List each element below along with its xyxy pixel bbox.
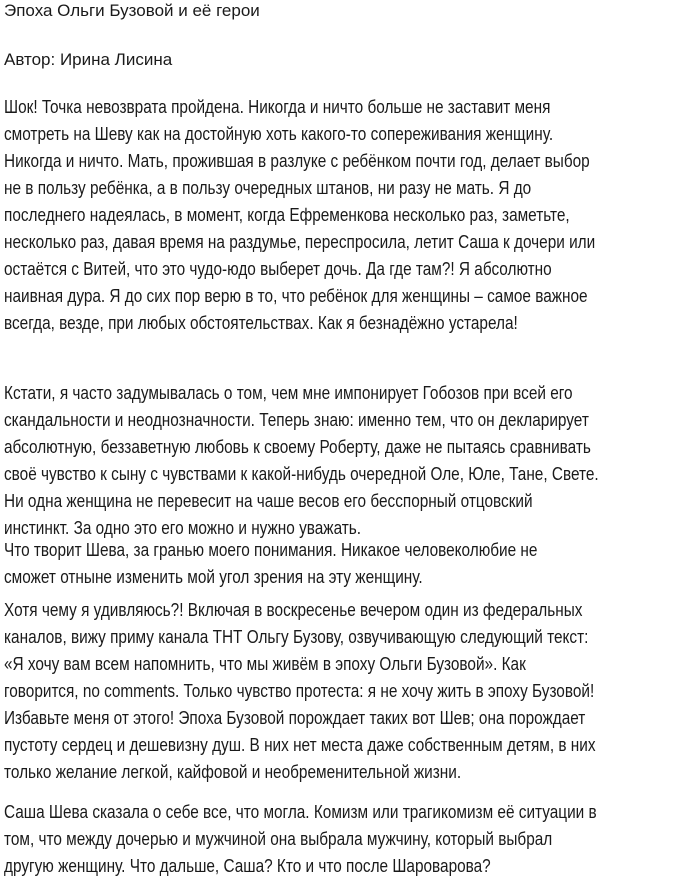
text-line: Никогда и ничто. Мать, прожившая в разлуке с ребёнком почти год, делает выбор [4, 150, 590, 171]
text-line: наивная дура. Я до сих пор верю в то, что ребёнок для женщины – самое важное [4, 285, 588, 306]
text-line: остаётся с Витей, что это чудо-юдо выберет дочь. Да где там?! Я абсолютно [4, 258, 552, 279]
text-line: Саша Шева сказала о себе все, что могла. Комизм или трагикомизм её ситуации в [4, 801, 597, 822]
article-title: Эпоха Ольги Бузовой и её герои [4, 1, 260, 20]
text-line: говорится, no comments. Только чувство протеста: я не хочу жить в эпоху Бузовой! [4, 680, 595, 701]
paragraph-4 [4, 596, 699, 785]
paragraph-3 [4, 536, 699, 590]
text-line: инстинкт. За одно это его можно и нужно уважать. [4, 517, 362, 538]
text-line: всегда, везде, при любых обстоятельствах. Как я безнадёжно устарела! [4, 312, 518, 333]
text-line: не в пользу ребёнка, а в пользу очередных штанов, ни разу не мать. Я до [4, 177, 532, 198]
paragraph-5 [4, 798, 699, 879]
text-line: только желание легкой, кайфовой и необременительной жизни. [4, 761, 462, 782]
article-author: Автор: Ирина Лисина [4, 50, 173, 69]
text-line: Шок! Точка невозврата пройдена. Никогда и ничто больше не заставит меня [4, 96, 551, 117]
paragraph-1 [4, 93, 699, 336]
text-line: Избавьте меня от этого! Эпоха Бузовой порождает таких вот Шев; она порождает [4, 707, 586, 728]
text-line: том, что между дочерью и мужчиной она выбрала мужчину, который выбрал [4, 828, 553, 849]
text-line: скандальности и неоднозначности. Теперь знаю: именно тем, что он декларирует [4, 409, 589, 430]
text-line: каналов, вижу приму канала ТНТ Ольгу Бузову, озвучивающую следующий текст: [4, 626, 589, 647]
text-line: пустоту сердец и дешевизну душ. В них нет места даже собственным детям, в них [4, 734, 596, 755]
text-line: «Я хочу вам всем напомнить, что мы живём в эпоху Ольги Бузовой». Как [4, 653, 526, 674]
text-line: Ни одна женщина не перевесит на чаше весов его бесспорный отцовский [4, 490, 533, 511]
text-line: Хотя чему я удивляюсь?! Включая в воскресенье вечером один из федеральных [4, 599, 583, 620]
text-line: своё чувство к сыну с чувствами к какой-нибудь очередной Оле, Юле, Тане, Свете. [4, 463, 599, 484]
text-line: Что творит Шева, за гранью моего понимания. Никакое человеколюбие не [4, 539, 538, 560]
text-line: несколько раз, давая время на раздумье, переспросила, летит Саша к дочери или [4, 231, 596, 252]
text-line: сможет отныне изменить мой угол зрения на эту женщину. [4, 566, 423, 587]
paragraph-2 [4, 379, 699, 541]
text-line: абсолютную, беззаветную любовь к своему Роберту, даже не пытаясь сравнивать [4, 436, 591, 457]
text-line: последнего надеялась, в момент, когда Ефременкова несколько раз, заметьте, [4, 204, 570, 225]
text-line: Кстати, я часто задумывалась о том, чем мне импонирует Гобозов при всей его [4, 382, 573, 403]
text-line: другую женщину. Что дальше, Саша? Кто и что после Шароварова? [4, 855, 491, 876]
text-line: смотреть на Шеву как на достойную хоть какого-то сопереживания женщину. [4, 123, 554, 144]
